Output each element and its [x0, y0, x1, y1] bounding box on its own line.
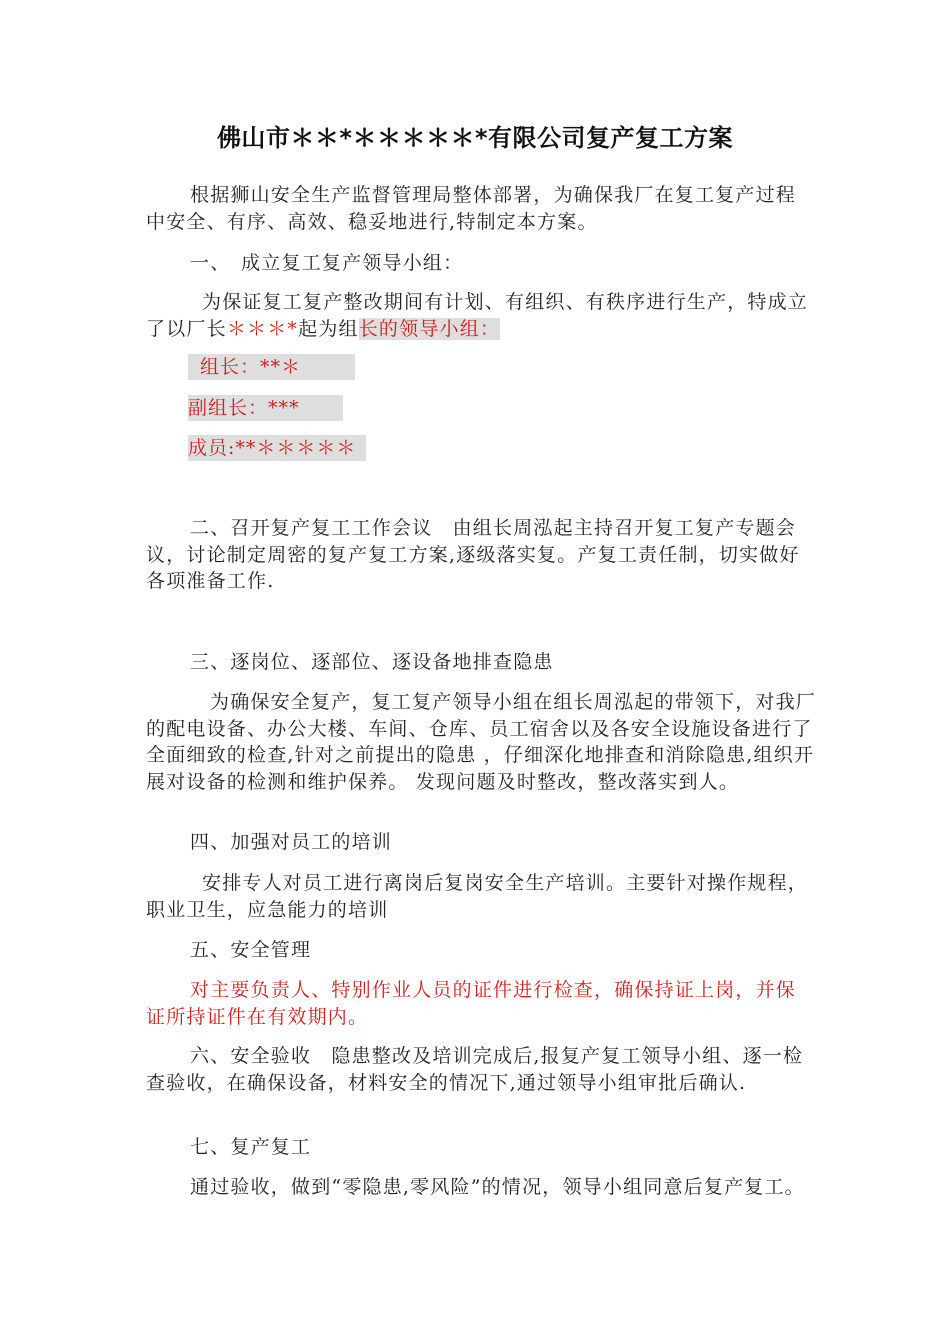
document-title: 佛山市＊＊*＊＊＊＊＊*有限公司复产复工方案 — [216, 124, 734, 152]
section-5-heading: 五、安全管理 — [190, 939, 312, 961]
section-1-body — [146, 289, 816, 342]
section-3-heading: 三、逐岗位、逐部位、逐设备地排查隐患 — [190, 651, 554, 673]
leader-label: 组长： — [200, 356, 261, 378]
section-7-heading: 七、复产复工 — [190, 1136, 312, 1158]
leader-value: **＊ — [260, 356, 302, 378]
deputy-leader-line — [188, 395, 343, 421]
section-4-heading: 四、加强对员工的培训 — [190, 831, 393, 853]
section-3-body: 为确保安全复产，复工复产领导小组在组长周泓起的带领下，对我厂的配电设备、办公大楼、车间、仓库、员工宿舍以及各安全设施设备进行了全面细致的检查,针对之前提出的隐患 ，仔细深化地排查和消除隐患,组织开展对设备的检测和维护保养。 发现问题及时整改，整改落实到人。 — [146, 691, 817, 793]
section-2-paragraph: 二、召开复产复工工作会议 由组长周泓起主持召开复工复产专题会议，讨论制定周密的复产复工方案,逐级落实复。产复工责任制，切实做好各项准备工作. — [146, 517, 800, 592]
leader-line — [188, 354, 355, 380]
section-6-paragraph: 六、安全验收 隐患整改及培训完成后,报复产复工领导小组、逐一检查验收，在确保设备，材料安全的情况下,通过领导小组审批后确认. — [146, 1045, 804, 1094]
deputy-leader-value: *** — [268, 397, 300, 419]
section-1-heading: 一、 成立复工复产领导小组： — [190, 252, 464, 274]
section-1-body-mid: 起为组 — [298, 317, 359, 340]
section-5-body: 对主要负责人、特别作业人员的证件进行检查，确保持证上岗，并保证所持证件在有效期内。 — [146, 979, 797, 1028]
members-value: **＊＊＊＊＊ — [235, 437, 357, 459]
section-4-body: 安排专人对员工进行离岗后复岗安全生产培训。主要针对操作规程，职业卫生，应急能力的培训 — [146, 872, 809, 921]
section-1-body-prefix: 为保证复工复产整改期间有计划、有组织、有秩序进行生产，特成立了以厂长 — [146, 291, 809, 340]
section-1-body-highlight: 长的领导小组： — [358, 317, 501, 340]
deputy-leader-label: 副组长： — [188, 397, 269, 419]
section-7-body: 通过验收，做到“零隐患,零风险”的情况，领导小组同意后复产复工。 — [190, 1176, 805, 1198]
intro-paragraph: 根据狮山安全生产监督管理局整体部署，为确保我厂在复工复产过程中安全、有序、高效、稳妥地进行,特制定本方案。 — [146, 184, 797, 233]
members-label: 成员: — [188, 437, 236, 459]
factory-director-name: ＊＊＊* — [226, 317, 299, 340]
members-line — [188, 435, 366, 461]
